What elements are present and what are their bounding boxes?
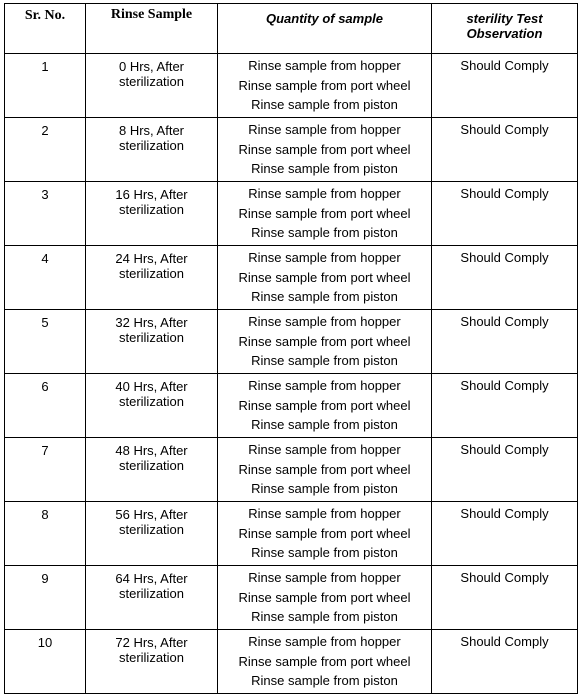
quantity-line: Rinse sample from port wheel	[238, 269, 411, 285]
cell-quantity-of-sample	[218, 182, 432, 246]
quantity-line: Rinse sample from port wheel	[238, 653, 411, 669]
header-row	[5, 4, 578, 54]
quantity-line: Rinse sample from piston	[251, 481, 398, 496]
cell-rinse-sample: 56 Hrs, After sterilization	[86, 502, 218, 566]
quantity-line: Rinse sample from piston	[251, 161, 398, 176]
quantity-line: Rinse sample from piston	[251, 609, 398, 624]
cell-quantity-of-sample	[218, 502, 432, 566]
table-row	[5, 630, 578, 694]
quantity-line: Rinse sample from hopper	[248, 442, 401, 457]
cell-sterility-observation: Should Comply	[432, 502, 578, 566]
quantity-line: Rinse sample from port wheel	[238, 205, 411, 221]
table-container	[4, 3, 578, 694]
cell-rinse-sample: 16 Hrs, After sterilization	[86, 182, 218, 246]
cell-sr-no: 2	[5, 118, 86, 182]
cell-quantity-of-sample	[218, 118, 432, 182]
cell-rinse-sample: 48 Hrs, After sterilization	[86, 438, 218, 502]
quantity-line: Rinse sample from hopper	[248, 378, 401, 393]
quantity-line: Rinse sample from port wheel	[238, 525, 411, 541]
table-row	[5, 246, 578, 310]
cell-sr-no: 8	[5, 502, 86, 566]
quantity-line: Rinse sample from port wheel	[238, 397, 411, 413]
quantity-line: Rinse sample from piston	[251, 417, 398, 432]
cell-sterility-observation: Should Comply	[432, 566, 578, 630]
cell-rinse-sample: 24 Hrs, After sterilization	[86, 246, 218, 310]
cell-rinse-sample: 32 Hrs, After sterilization	[86, 310, 218, 374]
sterility-rinse-table	[4, 3, 578, 694]
cell-sr-no: 5	[5, 310, 86, 374]
cell-quantity-of-sample	[218, 54, 432, 118]
quantity-line: Rinse sample from piston	[251, 289, 398, 304]
cell-sterility-observation: Should Comply	[432, 438, 578, 502]
header-quantity-of-sample: Quantity of sample	[218, 4, 432, 54]
quantity-line: Rinse sample from piston	[251, 673, 398, 688]
header-sr-no: Sr. No.	[5, 4, 86, 54]
quantity-line: Rinse sample from piston	[251, 97, 398, 112]
cell-sr-no: 9	[5, 566, 86, 630]
cell-sterility-observation: Should Comply	[432, 246, 578, 310]
cell-rinse-sample: 0 Hrs, After sterilization	[86, 54, 218, 118]
cell-sr-no: 4	[5, 246, 86, 310]
table-row	[5, 438, 578, 502]
cell-sr-no: 10	[5, 630, 86, 694]
cell-sterility-observation: Should Comply	[432, 118, 578, 182]
cell-quantity-of-sample	[218, 566, 432, 630]
quantity-line: Rinse sample from hopper	[248, 634, 401, 649]
quantity-line: Rinse sample from port wheel	[238, 333, 411, 349]
cell-sterility-observation: Should Comply	[432, 54, 578, 118]
cell-sr-no: 6	[5, 374, 86, 438]
cell-rinse-sample: 40 Hrs, After sterilization	[86, 374, 218, 438]
header-sterility-test-observation: sterility Test Observation	[432, 4, 578, 54]
quantity-line: Rinse sample from piston	[251, 353, 398, 368]
cell-quantity-of-sample	[218, 310, 432, 374]
quantity-line: Rinse sample from piston	[251, 225, 398, 240]
quantity-line: Rinse sample from hopper	[248, 58, 401, 73]
table-row	[5, 118, 578, 182]
quantity-line: Rinse sample from hopper	[248, 314, 401, 329]
cell-sr-no: 7	[5, 438, 86, 502]
cell-sr-no: 1	[5, 54, 86, 118]
quantity-line: Rinse sample from port wheel	[238, 461, 411, 477]
cell-sterility-observation: Should Comply	[432, 374, 578, 438]
cell-quantity-of-sample	[218, 246, 432, 310]
quantity-line: Rinse sample from hopper	[248, 186, 401, 201]
cell-rinse-sample: 64 Hrs, After sterilization	[86, 566, 218, 630]
quantity-line: Rinse sample from port wheel	[238, 77, 411, 93]
quantity-line: Rinse sample from port wheel	[238, 141, 411, 157]
cell-sr-no: 3	[5, 182, 86, 246]
quantity-line: Rinse sample from hopper	[248, 570, 401, 585]
quantity-line: Rinse sample from hopper	[248, 250, 401, 265]
table-body	[5, 54, 578, 694]
table-row	[5, 566, 578, 630]
table-row	[5, 502, 578, 566]
cell-quantity-of-sample	[218, 438, 432, 502]
header-rinse-sample: Rinse Sample	[86, 4, 218, 54]
table-row	[5, 182, 578, 246]
cell-sterility-observation: Should Comply	[432, 182, 578, 246]
cell-quantity-of-sample	[218, 630, 432, 694]
cell-quantity-of-sample	[218, 374, 432, 438]
table-row	[5, 374, 578, 438]
table-row	[5, 310, 578, 374]
quantity-line: Rinse sample from port wheel	[238, 589, 411, 605]
table-row	[5, 54, 578, 118]
quantity-line: Rinse sample from piston	[251, 545, 398, 560]
cell-rinse-sample: 8 Hrs, After sterilization	[86, 118, 218, 182]
quantity-line: Rinse sample from hopper	[248, 122, 401, 137]
cell-sterility-observation: Should Comply	[432, 630, 578, 694]
cell-rinse-sample: 72 Hrs, After sterilization	[86, 630, 218, 694]
quantity-line: Rinse sample from hopper	[248, 506, 401, 521]
cell-sterility-observation: Should Comply	[432, 310, 578, 374]
